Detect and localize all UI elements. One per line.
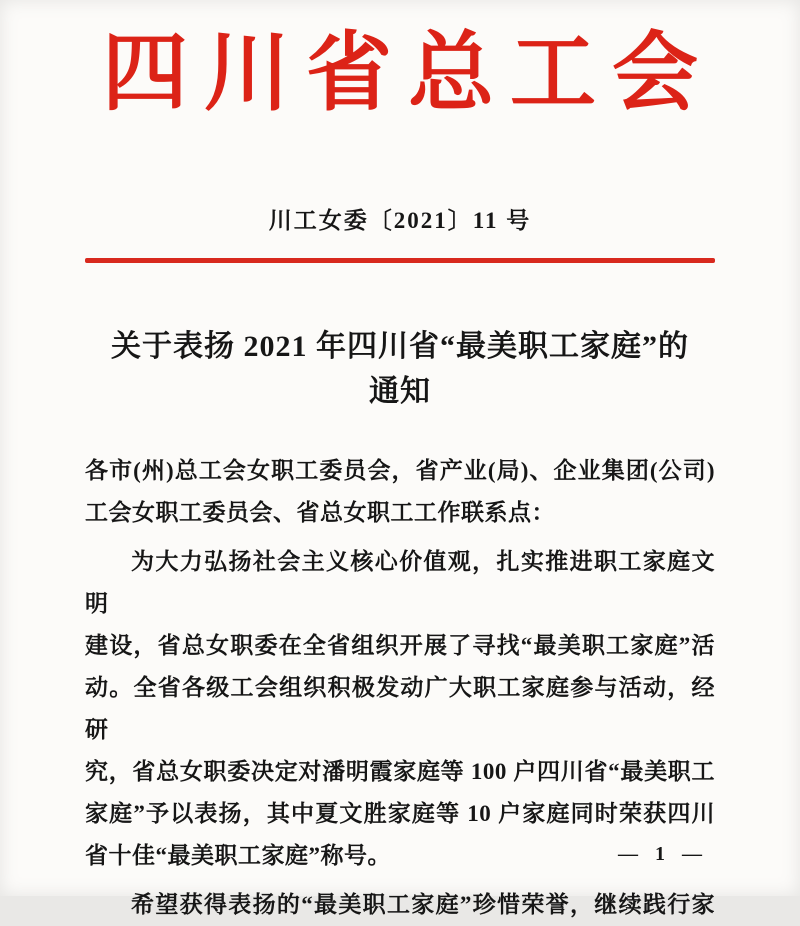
body-line: 究，省总女职委决定对潘明霞家庭等 100 户四川省“最美职工 [85, 759, 715, 784]
doc-number: 川工女委〔2021〕11 号 [268, 208, 532, 233]
body-line: 建设，省总女职委在全省组织开展了寻找“最美职工家庭”活 [85, 633, 715, 658]
red-divider [85, 258, 715, 263]
page-number: — 1 — [618, 843, 708, 865]
doc-title-line1: 关于表扬 2021 年四川省“最美职工家庭”的 [111, 330, 689, 363]
body-line: 省十佳“最美职工家庭”称号。 [85, 843, 391, 868]
doc-title-line2: 通知 [369, 375, 431, 408]
doc-title [55, 324, 745, 414]
org-name-header: 四川省总工会 [102, 25, 714, 121]
body-line: 家庭”予以表扬，其中夏文胜家庭等 10 户家庭同时荣获四川 [85, 801, 715, 826]
body-line: 工会女职工委员会、省总女职工工作联系点： [85, 500, 555, 525]
body-line: 希望获得表扬的“最美职工家庭”珍惜荣誉，继续践行家 [131, 892, 715, 917]
body-line: 为大力弘扬社会主义核心价值观，扎实推进职工家庭文明 [85, 549, 715, 616]
body-line: 动。全省各级工会组织积极发动广大职工家庭参与活动，经研 [85, 675, 715, 742]
body-line: 各市(州)总工会女职工委员会，省产业(局)、企业集团(公司) [85, 458, 715, 483]
